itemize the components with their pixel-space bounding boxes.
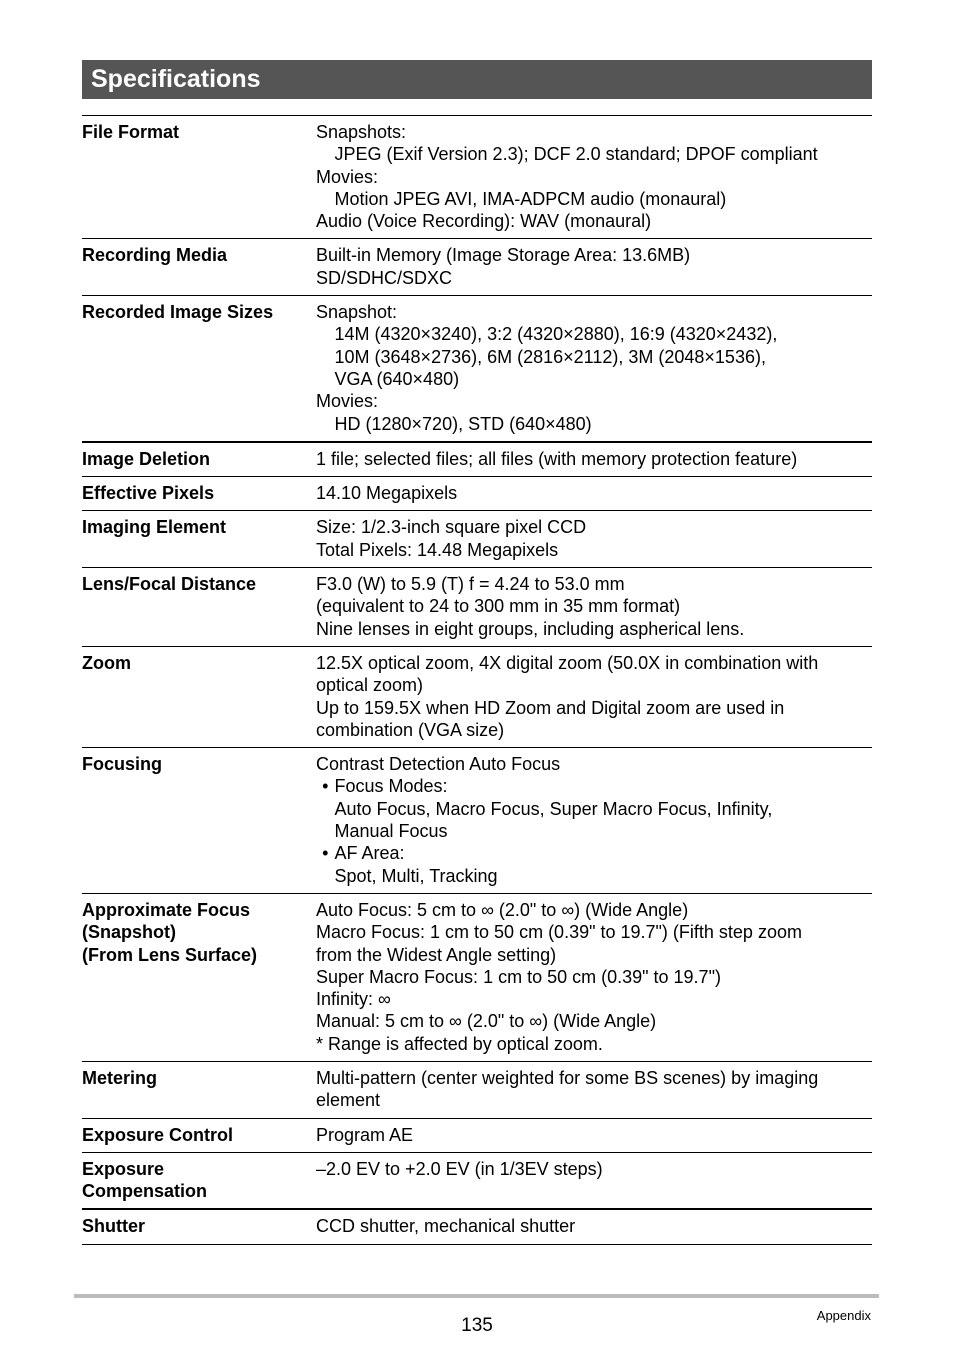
- spec-value-line: Contrast Detection Auto Focus: [316, 754, 561, 775]
- spec-value-line: * Range is affected by optical zoom.: [316, 1033, 603, 1054]
- spec-value-line: Total Pixels: 14.48 Megapixels: [316, 539, 559, 560]
- spec-label-line: Recording Media: [82, 245, 228, 266]
- spec-value-line: Manual Focus: [334, 821, 448, 842]
- spec-value: [316, 448, 872, 470]
- spec-value-line: JPEG (Exif Version 2.3); DCF 2.0 standard; DPOF compliant: [334, 144, 818, 165]
- table-row: [82, 1210, 872, 1244]
- spec-value-line: CCD shutter, mechanical shutter: [316, 1216, 576, 1237]
- spec-value-line: from the Widest Angle setting): [316, 944, 557, 965]
- spec-label: [82, 1158, 316, 1203]
- footer-divider: [74, 1294, 879, 1298]
- spec-label-line: Shutter: [82, 1216, 145, 1237]
- spec-value-line: Built-in Memory (Image Storage Area: 13.6MB): [316, 245, 691, 266]
- spec-value-line: Manual: 5 cm to ∞ (2.0" to ∞) (Wide Angle): [316, 1011, 657, 1032]
- spec-value: [316, 652, 872, 741]
- spec-value-line: Movies:: [316, 391, 379, 412]
- spec-value: [316, 1158, 872, 1203]
- spec-label-line: Imaging Element: [82, 517, 227, 538]
- spec-value: [316, 1215, 872, 1237]
- spec-value-line: Movies:: [316, 166, 379, 187]
- bullet-item: • Focus Modes:: [316, 775, 872, 797]
- spec-value-line: Super Macro Focus: 1 cm to 50 cm (0.39" to 19.7"): [316, 966, 721, 987]
- spec-label-line: Zoom: [82, 652, 131, 673]
- spec-label-line: Exposure Control: [82, 1124, 234, 1145]
- spec-label: [82, 1124, 316, 1146]
- spec-value-line: Infinity: ∞: [316, 989, 391, 1010]
- section-name: Appendix: [816, 1308, 871, 1323]
- table-row: [82, 443, 872, 477]
- spec-value: [316, 899, 872, 1055]
- spec-value-line: Audio (Voice Recording): WAV (monaural): [316, 211, 652, 232]
- spec-value-line: VGA (640×480): [334, 368, 460, 389]
- spec-label: [82, 652, 316, 741]
- spec-label: [82, 753, 316, 887]
- table-row: [82, 1062, 872, 1119]
- spec-value-line: element: [316, 1090, 381, 1111]
- spec-value-line: Size: 1/2.3-inch square pixel CCD: [316, 517, 587, 538]
- spec-value-line: Macro Focus: 1 cm to 50 cm (0.39" to 19.7") (Fifth step zoom: [316, 922, 802, 943]
- spec-value: [316, 1067, 872, 1112]
- spec-value: [316, 516, 872, 561]
- table-row: [82, 116, 872, 239]
- spec-value-line: Auto Focus: 5 cm to ∞ (2.0" to ∞) (Wide Angle): [316, 899, 689, 920]
- spec-value-line: (equivalent to 24 to 300 mm in 35 mm format): [316, 596, 681, 617]
- table-row: [82, 894, 872, 1062]
- spec-label: [82, 899, 316, 1055]
- bullet-item: • AF Area:: [316, 842, 872, 864]
- spec-label-line: Focusing: [82, 754, 162, 775]
- spec-label-line: Approximate Focus: [82, 899, 251, 920]
- spec-value: [316, 482, 872, 504]
- spec-value-line: 14M (4320×3240), 3:2 (4320×2880), 16:9 (4320×2432),: [334, 324, 778, 345]
- spec-value-line: Snapshot:: [316, 302, 398, 323]
- spec-value-line: 10M (3648×2736), 6M (2816×2112), 3M (2048×1536),: [334, 346, 766, 367]
- spec-label: [82, 1067, 316, 1112]
- spec-value-line: Up to 159.5X when HD Zoom and Digital zoom are used in: [316, 697, 785, 718]
- spec-value: [316, 121, 872, 232]
- spec-value-line: Program AE: [316, 1124, 414, 1145]
- spec-label-line: Exposure: [82, 1158, 165, 1179]
- spec-label-line: Image Deletion: [82, 448, 211, 469]
- spec-label-line: (From Lens Surface): [82, 944, 258, 965]
- table-row: [82, 1119, 872, 1153]
- spec-value-line: Spot, Multi, Tracking: [334, 865, 498, 886]
- spec-value-line: Nine lenses in eight groups, including aspherical lens.: [316, 618, 745, 639]
- spec-value-line: HD (1280×720), STD (640×480): [334, 413, 592, 434]
- spec-label: [82, 573, 316, 640]
- spec-value-line: SD/SDHC/SDXC: [316, 267, 453, 288]
- page-title: Specifications: [91, 65, 261, 93]
- table-row: [82, 1153, 872, 1211]
- spec-value-line: Multi-pattern (center weighted for some BS scenes) by imaging: [316, 1067, 819, 1088]
- spec-value-line: 1 file; selected files; all files (with memory protection feature): [316, 448, 798, 469]
- spec-label-line: Metering: [82, 1067, 158, 1088]
- spec-label-line: (Snapshot): [82, 922, 176, 943]
- table-row: [82, 748, 872, 894]
- spec-label: [82, 516, 316, 561]
- spec-label: [82, 448, 316, 470]
- table-row: [82, 477, 872, 511]
- spec-value-line: 12.5X optical zoom, 4X digital zoom (50.0X in combination with: [316, 652, 819, 673]
- spec-label-line: Compensation: [82, 1181, 208, 1202]
- spec-label: [82, 482, 316, 504]
- specifications-table: [82, 115, 872, 1245]
- spec-label-line: File Format: [82, 122, 180, 142]
- spec-value-line: Motion JPEG AVI, IMA-ADPCM audio (monaural): [334, 188, 727, 209]
- spec-label: [82, 1215, 316, 1237]
- table-row: [82, 239, 872, 296]
- spec-value-line: F3.0 (W) to 5.9 (T) f = 4.24 to 53.0 mm: [316, 574, 625, 595]
- spec-label: [82, 301, 316, 435]
- spec-value-line: –2.0 EV to +2.0 EV (in 1/3EV steps): [316, 1158, 603, 1179]
- spec-label-line: Recorded Image Sizes: [82, 302, 274, 323]
- section-header: [82, 60, 872, 99]
- spec-label: [82, 244, 316, 289]
- table-row: [82, 296, 872, 443]
- spec-label-line: Lens/Focal Distance: [82, 574, 257, 595]
- page-number: 135: [461, 1315, 493, 1336]
- table-row: [82, 568, 872, 647]
- spec-value: [316, 1124, 872, 1146]
- spec-value: [316, 244, 872, 289]
- spec-label: [82, 121, 316, 232]
- spec-value: [316, 301, 872, 435]
- spec-value-line: optical zoom): [316, 675, 424, 696]
- spec-value-line: 14.10 Megapixels: [316, 483, 458, 504]
- spec-value: [316, 753, 872, 887]
- spec-value-line: Auto Focus, Macro Focus, Super Macro Focus, Infinity,: [334, 798, 773, 819]
- spec-value-line: combination (VGA size): [316, 719, 505, 740]
- spec-value: [316, 573, 872, 640]
- table-row: [82, 647, 872, 748]
- table-row: [82, 511, 872, 568]
- spec-label-line: Effective Pixels: [82, 483, 215, 504]
- spec-value-line: Snapshots:: [316, 122, 407, 142]
